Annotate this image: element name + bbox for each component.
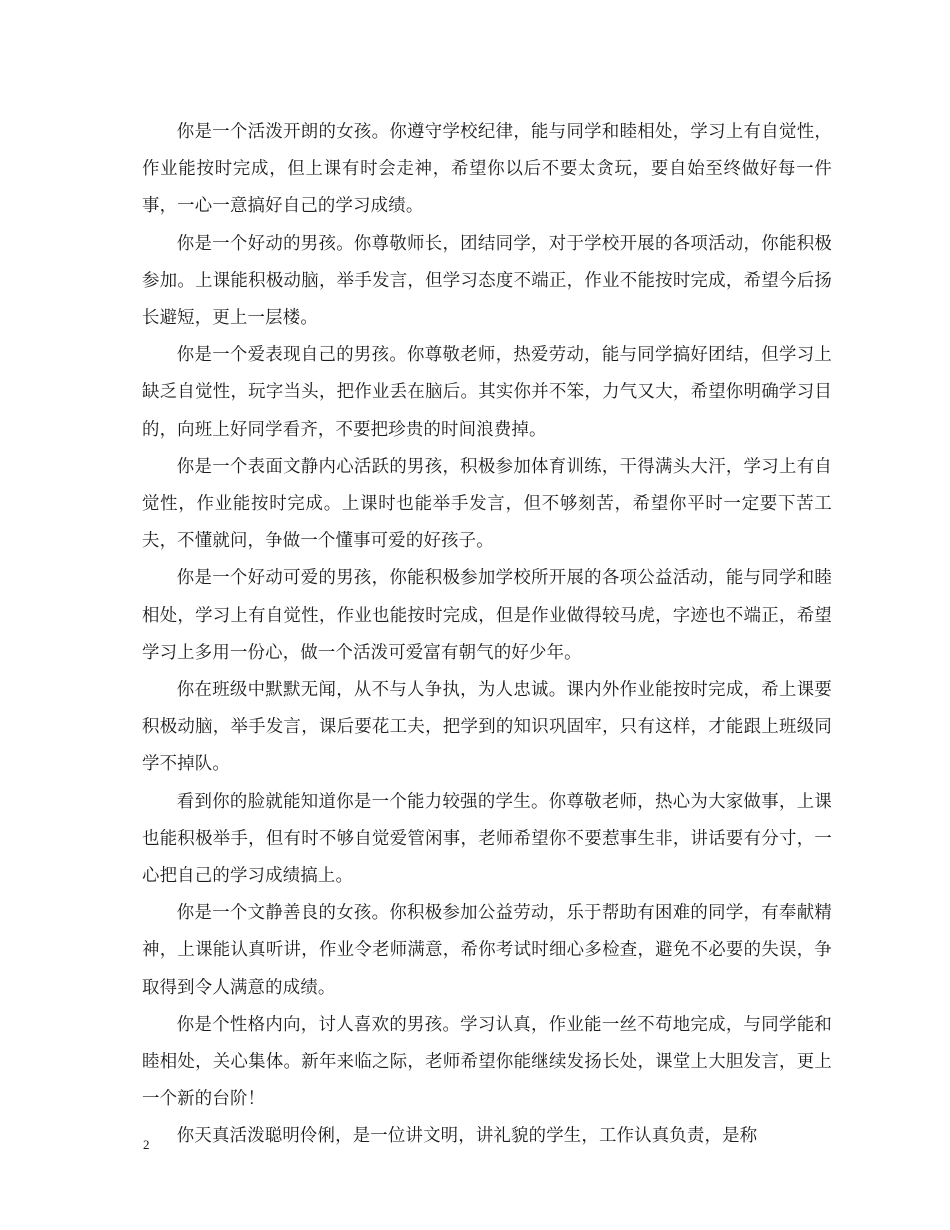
paragraph-4: 你是一个表面文静内心活跃的男孩，积极参加体育训练，干得满头大汗，学习上有自觉性，作业能按时完成。上课时也能举手发言，但不够刻苦，希望你平时一定要下苦工夫，不懂就问，争做一个懂事可爱的好孩子。 — [142, 456, 832, 552]
paragraph-5: 你是一个好动可爱的男孩，你能积极参加学校所开展的各项公益活动，能与同学和睦相处，学习上有自觉性，作业也能按时完成，但是作业做得较马虎，字迹也不端正，希望学习上多用一份心，做一个活泼可爱富有朝气的好少年。 — [142, 568, 832, 663]
paragraph-3: 你是一个爱表现自己的男孩。你尊敬老师，热爱劳动，能与同学搞好团结，但学习上缺乏自觉性，玩字当头，把作业丢在脑后。其实你并不笨，力气又大，希望你明确学习目的，向班上好同学看齐，不要把珍贵的时间浪费掉。 — [142, 345, 832, 440]
paragraph-1: 你是一个活泼开朗的女孩。你遵守学校纪律，能与同学和睦相处，学习上有自觉性，作业能按时完成，但上课有时会走神，希望你以后不要太贪玩，要自始至终做好每一件事，一心一意搞好自己的学习成绩。 — [142, 122, 832, 217]
document-body — [142, 114, 832, 1156]
paragraph-2: 你是一个好动的男孩。你尊敬师长，团结同学，对于学校开展的各项活动，你能积极参加。上课能积极动脑，举手发言，但学习态度不端正，作业不能按时完成，希望今后扬长避短，更上一层楼。 — [142, 233, 832, 329]
page-number: 2 — [143, 1137, 150, 1152]
paragraph-10: 你天真活泼聪明伶俐，是一位讲文明，讲礼貌的学生，工作认真负责，是称 — [176, 1126, 758, 1147]
paragraph-7: 看到你的脸就能知道你是一个能力较强的学生。你尊敬老师，热心为大家做事，上课也能积极举手，但有时不够自觉爱管闲事，老师希望你不要惹事生非，讲话要有分寸，一心把自己的学习成绩搞上。 — [142, 791, 832, 887]
paragraph-9: 你是个性格内向，讨人喜欢的男孩。学习认真，作业能一丝不苟地完成，与同学能和睦相处，关心集体。新年来临之际，老师希望你能继续发扬长处，课堂上大胆发言，更上一个新的台阶！ — [142, 1014, 832, 1110]
paragraph-8: 你是一个文静善良的女孩。你积极参加公益劳动，乐于帮助有困难的同学，有奉献精神，上课能认真听讲，作业令老师满意，希你考试时细心多检查，避免不必要的失误，争取得到令人满意的成绩。 — [142, 903, 832, 998]
paragraph-6: 你在班级中默默无闻，从不与人争执，为人忠诚。课内外作业能按时完成，希上课要积极动脑，举手发言，课后要花工夫，把学到的知识巩固牢，只有这样，才能跟上班级同学不掉队。 — [142, 680, 832, 775]
